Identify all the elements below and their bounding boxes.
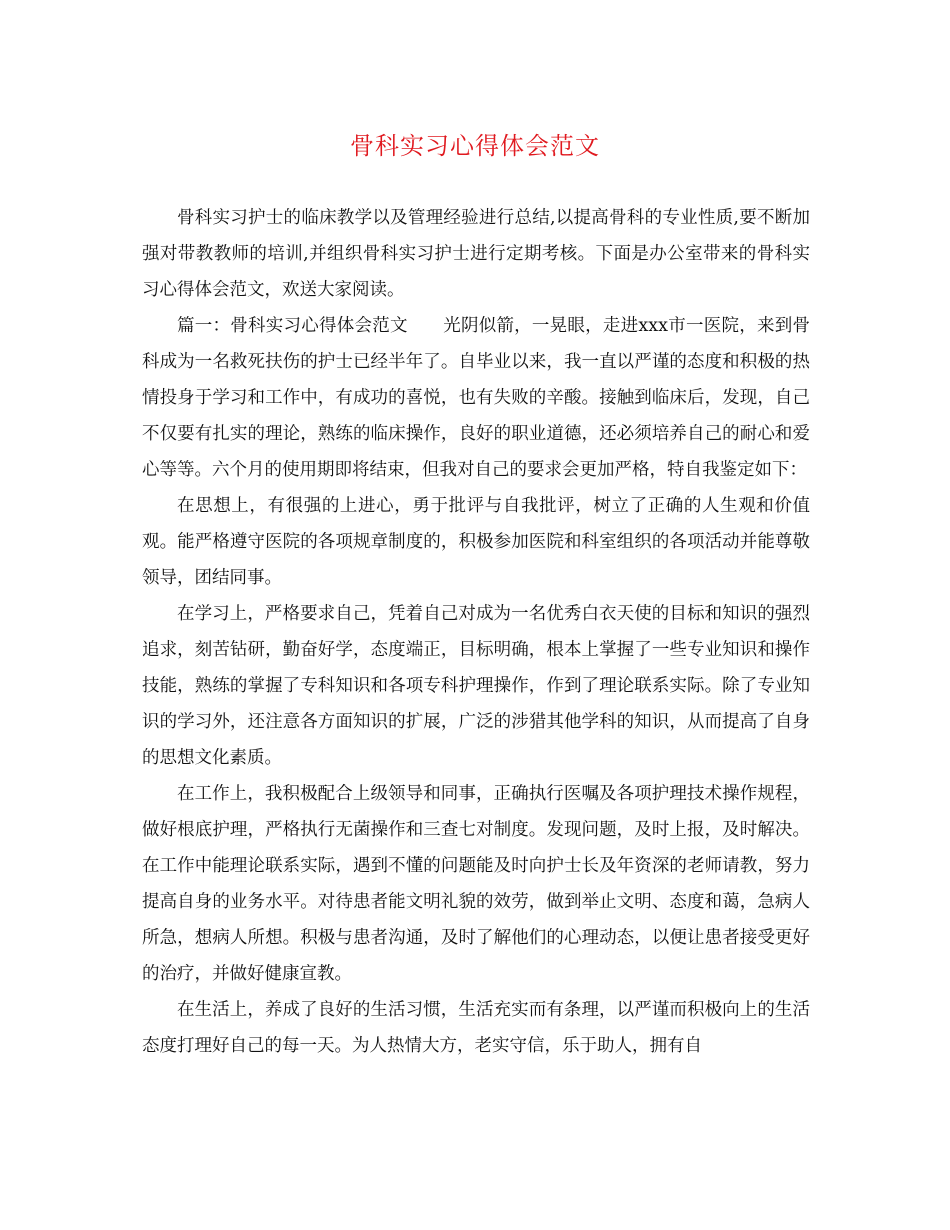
paragraph-thought: 在思想上，有很强的上进心，勇于批评与自我批评，树立了正确的人生观和价值观。能严格遵守医院的各项规章制度的，积极参加医院和科室组织的各项活动并能尊敬领导，团结同事。: [142, 496, 810, 588]
document-body: [142, 200, 810, 1064]
paragraph-life: 在生活上，养成了良好的生活习惯，生活充实而有条理，以严谨而积极向上的生活态度打理好自己的每一天。为人热情大方，老实守信，乐于助人，拥有自: [142, 1000, 810, 1056]
paragraph-work: 在工作上，我积极配合上级领导和同事，正确执行医嘱及各项护理技术操作规程，做好根底护理，严格执行无菌操作和三查七对制度。发现问题，及时上报，及时解决。在工作中能理论联系实际，遇到不懂的问题能及时向护士长及年资深的老师请教，努力提高自身的业务水平。对待患者能文明礼貌的效劳，做到举止文明、态度和蔼，急病人所急，想病人所想。积极与患者沟通，及时了解他们的心理动态，以便让患者接受更好的治疗，并做好健康宣教。: [142, 784, 810, 984]
document-title: 骨科实习心得体会范文: [350, 132, 600, 160]
paragraph-intro: 骨科实习护士的临床教学以及管理经验进行总结,以提高骨科的专业性质,要不断加强对带教教师的培训,并组织骨科实习护士进行定期考核。下面是办公室带来的骨科实习心得体会范文，欢送大家阅读。: [142, 208, 810, 300]
paragraph-part-one: 篇一：骨科实习心得体会范文 光阴似箭，一晃眼，走进xxx市一医院，来到骨科成为一名救死扶伤的护士已经半年了。自毕业以来，我一直以严谨的态度和积极的热情投身于学习和工作中，有成功的喜悦，也有失败的辛酸。接触到临床后，发现，自己不仅要有扎实的理论，熟练的临床操作，良好的职业道德，还必须培养自己的耐心和爱心等等。六个月的使用期即将结束，但我对自己的要求会更加严格，特自我鉴定如下：: [142, 316, 810, 480]
paragraph-study: 在学习上，严格要求自己，凭着自己对成为一名优秀白衣天使的目标和知识的强烈追求，刻苦钻研，勤奋好学，态度端正，目标明确，根本上掌握了一些专业知识和操作技能，熟练的掌握了专科知识和各项专科护理操作，作到了理论联系实际。除了专业知识的学习外，还注意各方面知识的扩展，广泛的涉猎其他学科的知识，从而提高了自身的思想文化素质。: [142, 604, 810, 768]
